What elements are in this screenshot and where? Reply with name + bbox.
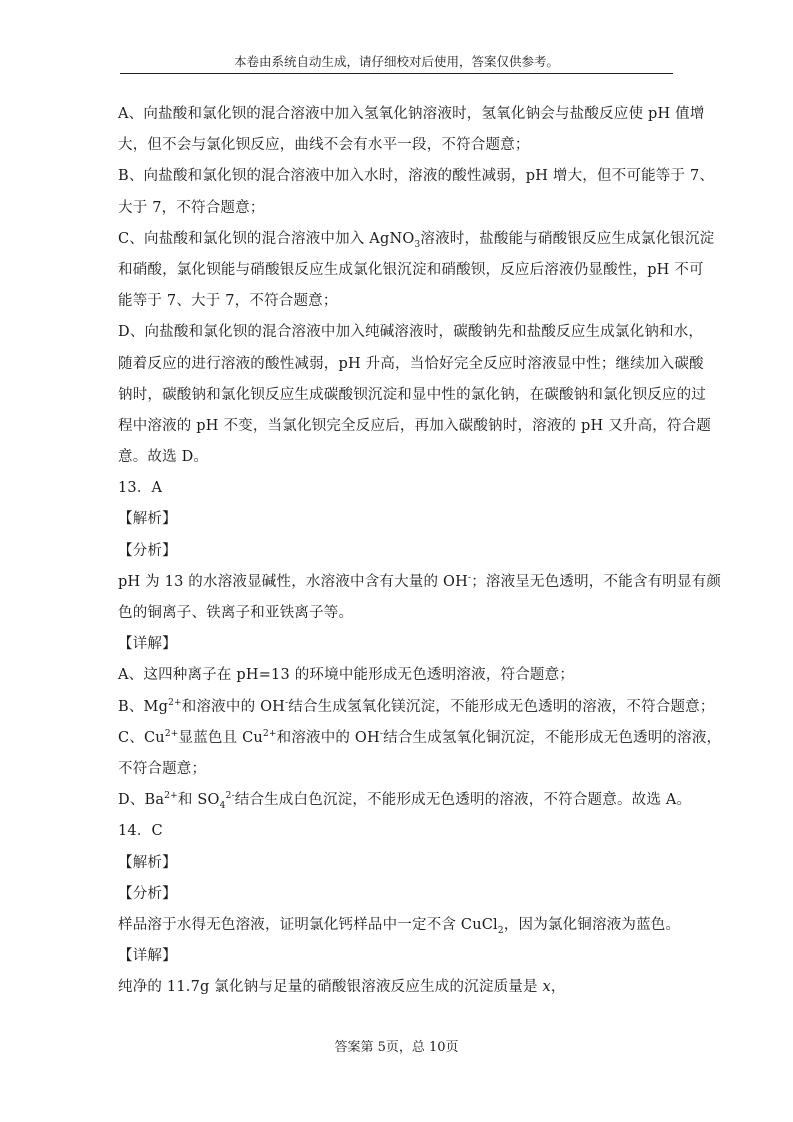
text-run: 【解析】 <box>118 854 177 871</box>
text-run: 结合生成氢氧化铜沉淀，不能形成无色透明的溶液， <box>383 729 722 746</box>
text-run: 【详解】 <box>118 948 177 965</box>
text-run: 和硝酸，氯化钡能与硝酸银反应生成氯化银沉淀和硝酸钡，反应后溶液仍显酸性，pH 不可 <box>118 261 704 278</box>
text-run: 能等于 7、大于 7，不符合题意； <box>118 293 338 310</box>
text-line <box>118 130 676 161</box>
text-run: 【分析】 <box>118 542 177 559</box>
text-line <box>118 941 676 972</box>
page-header: 本卷由系统自动生成，请仔细校对后使用，答案仅供参考。 <box>233 54 559 69</box>
text-line <box>118 504 676 535</box>
text-run: 随着反应的进行溶液的酸性减弱，pH 升高，当恰好完全反应时溶液显中性；继续加入碳酸 <box>118 355 704 372</box>
superscript: 2+ <box>262 728 277 739</box>
text-line <box>118 224 715 255</box>
text-run: 大，但不会与氯化钡反应，曲线不会有水平一段，不符合题意； <box>118 137 530 154</box>
text-run: 溶液时，盐酸能与硝酸银反应生成氯化银沉淀 <box>420 230 715 247</box>
text-line <box>118 193 676 224</box>
page-footer: 答案第 5页，总 10页 <box>334 1040 459 1055</box>
text-run: 和 SO <box>177 792 220 809</box>
text-line <box>118 848 676 879</box>
text-line <box>118 879 676 910</box>
text-line <box>118 816 676 847</box>
superscript: 2- <box>225 791 235 802</box>
text-run: 纯净的 11.7g 氯化钠与足量的硝酸银溶液反应生成的沉淀质量是 <box>118 979 543 996</box>
text-line <box>118 255 704 286</box>
text-run: 钠时，碳酸钠和氯化钡反应生成碳酸钡沉淀和显中性的氯化钠，在碳酸钠和氯化钡反应的过 <box>118 386 706 403</box>
text-run: 【详解】 <box>118 636 177 653</box>
text-line <box>118 692 715 723</box>
text-line <box>118 473 676 504</box>
text-run: A、这四种离子在 pH=13 的环境中能形成无色透明溶液，符合题意； <box>118 667 575 684</box>
text-run: 结合生成白色沉淀，不能形成无色透明的溶液，不符合题意。故选 A。 <box>234 792 692 809</box>
superscript: - <box>467 572 472 583</box>
text-run: pH 为 13 的水溶液显碱性，水溶液中含有大量的 OH <box>118 573 468 590</box>
text-run: B、向盐酸和氯化钡的混合溶液中加入水时，溶液的酸性减弱，pH 增大，但不可能等于 7、 <box>118 168 715 185</box>
text-run: 13．A <box>118 480 163 497</box>
subscript: 3 <box>414 239 421 250</box>
text-run: 和溶液中的 OH <box>181 698 286 715</box>
superscript: 2+ <box>164 791 178 802</box>
text-run: 14．C <box>118 823 163 840</box>
text-line <box>118 629 676 660</box>
text-run: A、向盐酸和氯化钡的混合溶液中加入氢氧化钠溶液时，氢氧化钠会与盐酸反应使 pH 值增 <box>118 106 705 122</box>
text-line <box>118 536 676 567</box>
text-line <box>118 660 676 691</box>
superscript: 2+ <box>164 728 179 739</box>
answer-body <box>118 99 722 1003</box>
text-run: 程中溶液的 pH 不变，当氯化钡完全反应后，再加入碳酸钠时，溶液的 pH 又升高，符合题 <box>118 417 712 434</box>
text-run: ， <box>550 979 566 996</box>
text-run: 意。故选 D。 <box>118 449 209 466</box>
text-run: 样品溶于水得无色溶液，证明氯化钙样品中一定不含 CuCl <box>118 916 498 933</box>
text-run: 大于 7，不符合题意； <box>118 199 265 216</box>
superscript: 2+ <box>168 697 182 708</box>
text-run: ，因为氯化铜溶液为蓝色。 <box>503 916 681 933</box>
text-line <box>118 349 704 380</box>
text-line <box>118 567 722 598</box>
text-line <box>118 598 676 629</box>
text-line <box>118 99 705 130</box>
text-run: ；溶液呈无色透明，不能含有明显有颜 <box>471 573 722 590</box>
text-line <box>118 910 681 941</box>
text-run: 色的铜离子、铁离子和亚铁离子等。 <box>118 605 354 621</box>
header-rule <box>120 73 673 74</box>
text-run: 和溶液中的 OH <box>276 729 380 746</box>
text-run: x <box>542 979 551 996</box>
text-run: 显蓝色且 Cu <box>178 729 263 746</box>
text-line <box>118 754 676 785</box>
text-line <box>118 380 706 411</box>
text-run: D、向盐酸和氯化钡的混合溶液中加入纯碱溶液时，碳酸钠先和盐酸反应生成氯化钠和水， <box>118 324 704 341</box>
text-line <box>118 411 712 442</box>
text-run: B、Mg <box>118 698 169 715</box>
text-line <box>118 785 692 816</box>
text-line <box>118 161 715 192</box>
subscript: 2 <box>497 925 504 936</box>
superscript: - <box>285 697 289 708</box>
text-line <box>118 972 676 1003</box>
text-line <box>118 723 722 754</box>
text-line <box>118 317 704 348</box>
text-run: D、Ba <box>118 792 165 809</box>
text-run: 【分析】 <box>118 885 177 902</box>
text-line <box>118 286 676 317</box>
text-line <box>118 442 676 473</box>
subscript: 4 <box>219 801 226 812</box>
text-run: 不符合题意； <box>118 760 207 777</box>
text-run: 【解析】 <box>118 511 177 528</box>
text-run: C、向盐酸和氯化钡的混合溶液中加入 AgNO <box>118 230 415 247</box>
text-run: C、Cu <box>118 729 165 746</box>
superscript: - <box>379 728 384 739</box>
text-run: 结合生成氢氧化镁沉淀，不能形成无色透明的溶液，不符合题意； <box>288 698 715 715</box>
